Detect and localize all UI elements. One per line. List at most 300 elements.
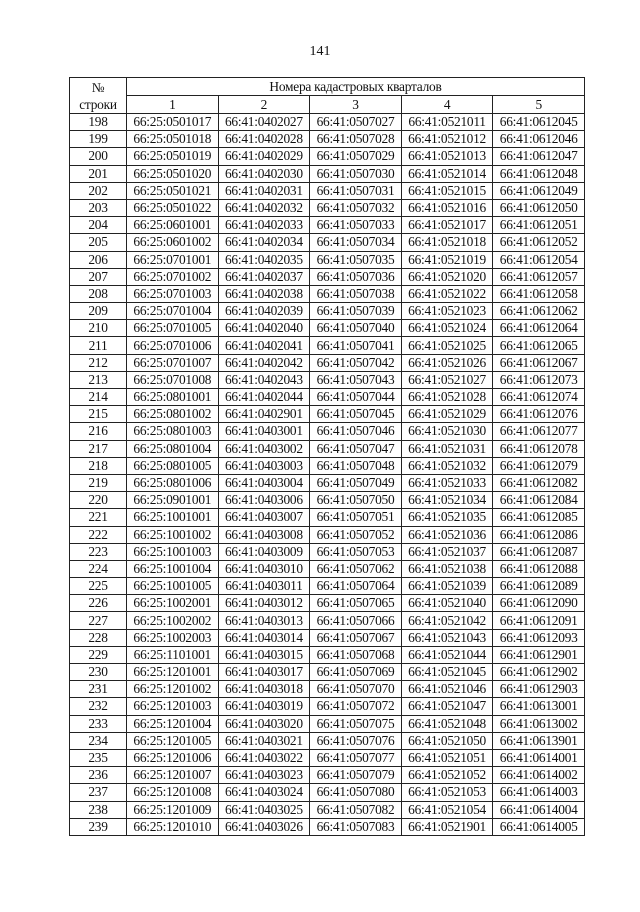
column-header: 1: [127, 96, 219, 114]
cadastral-number-cell: 66:41:0507032: [310, 199, 402, 216]
table-row: [70, 337, 585, 354]
table-row: [70, 371, 585, 388]
table-row: [70, 217, 585, 234]
row-number-cell: 210: [70, 320, 127, 337]
cadastral-number-cell: 66:25:0801005: [127, 457, 219, 474]
cadastral-number-cell: 66:25:0801006: [127, 474, 219, 491]
cadastral-number-cell: 66:41:0612052: [493, 234, 585, 251]
cadastral-number-cell: 66:41:0403018: [218, 681, 310, 698]
cadastral-number-cell: 66:41:0402034: [218, 234, 310, 251]
cadastral-number-cell: 66:41:0521032: [401, 457, 493, 474]
cadastral-number-cell: 66:41:0403024: [218, 784, 310, 801]
row-number-cell: 239: [70, 818, 127, 835]
cadastral-number-cell: 66:41:0521035: [401, 509, 493, 526]
cadastral-number-cell: 66:41:0402032: [218, 199, 310, 216]
column-header: 5: [493, 96, 585, 114]
cadastral-number-cell: 66:41:0521051: [401, 749, 493, 766]
cadastral-number-cell: 66:41:0403009: [218, 543, 310, 560]
cadastral-number-cell: 66:41:0521033: [401, 474, 493, 491]
table-row: [70, 234, 585, 251]
cadastral-number-cell: 66:41:0612064: [493, 320, 585, 337]
table-row: [70, 612, 585, 629]
row-number-cell: 238: [70, 801, 127, 818]
table-row: [70, 664, 585, 681]
cadastral-number-cell: 66:41:0507083: [310, 818, 402, 835]
cadastral-number-cell: 66:25:1002001: [127, 595, 219, 612]
cadastral-number-cell: 66:25:1001003: [127, 543, 219, 560]
cadastral-number-cell: 66:41:0403019: [218, 698, 310, 715]
row-number-cell: 227: [70, 612, 127, 629]
table-row: [70, 578, 585, 595]
cadastral-number-cell: 66:41:0521027: [401, 371, 493, 388]
row-number-cell: 228: [70, 629, 127, 646]
table-row: [70, 474, 585, 491]
cadastral-number-cell: 66:41:0521028: [401, 389, 493, 406]
table-row: [70, 389, 585, 406]
cadastral-number-cell: 66:41:0521054: [401, 801, 493, 818]
cadastral-number-cell: 66:25:0701001: [127, 251, 219, 268]
row-number-cell: 213: [70, 371, 127, 388]
cadastral-number-cell: 66:41:0507034: [310, 234, 402, 251]
row-number-cell: 225: [70, 578, 127, 595]
cadastral-number-cell: 66:41:0612049: [493, 182, 585, 199]
cadastral-number-cell: 66:41:0507082: [310, 801, 402, 818]
cadastral-number-cell: 66:41:0403004: [218, 474, 310, 491]
table-row: [70, 406, 585, 423]
cadastral-number-cell: 66:41:0507036: [310, 268, 402, 285]
row-number-cell: 235: [70, 749, 127, 766]
cadastral-number-cell: 66:25:1201006: [127, 749, 219, 766]
cadastral-number-cell: 66:41:0614004: [493, 801, 585, 818]
cadastral-number-cell: 66:41:0402044: [218, 389, 310, 406]
cadastral-number-cell: 66:25:0701005: [127, 320, 219, 337]
table-row: [70, 801, 585, 818]
cadastral-number-cell: 66:41:0507064: [310, 578, 402, 595]
table-row: [70, 251, 585, 268]
cadastral-number-cell: 66:41:0507048: [310, 457, 402, 474]
cadastral-number-cell: 66:41:0521017: [401, 217, 493, 234]
cadastral-number-cell: 66:41:0403002: [218, 440, 310, 457]
cadastral-number-cell: 66:41:0507075: [310, 715, 402, 732]
table-row: [70, 749, 585, 766]
cadastral-number-cell: 66:41:0521013: [401, 148, 493, 165]
row-number-cell: 231: [70, 681, 127, 698]
cadastral-number-cell: 66:41:0403026: [218, 818, 310, 835]
cadastral-number-cell: 66:25:1201003: [127, 698, 219, 715]
cadastral-number-cell: 66:41:0507046: [310, 423, 402, 440]
cadastral-number-cell: 66:41:0613901: [493, 732, 585, 749]
row-number-cell: 219: [70, 474, 127, 491]
cadastral-number-cell: 66:41:0521039: [401, 578, 493, 595]
cadastral-number-cell: 66:41:0507028: [310, 131, 402, 148]
cadastral-number-cell: 66:25:1201002: [127, 681, 219, 698]
cadastral-number-cell: 66:25:0801004: [127, 440, 219, 457]
row-number-cell: 212: [70, 354, 127, 371]
cadastral-number-cell: 66:25:0501022: [127, 199, 219, 216]
cadastral-number-cell: 66:41:0612045: [493, 114, 585, 131]
cadastral-number-cell: 66:41:0402041: [218, 337, 310, 354]
cadastral-number-cell: 66:41:0507029: [310, 148, 402, 165]
cadastral-number-cell: 66:41:0507043: [310, 371, 402, 388]
cadastral-number-cell: 66:41:0507051: [310, 509, 402, 526]
table-row: [70, 114, 585, 131]
cadastral-number-cell: 66:41:0612902: [493, 664, 585, 681]
row-number-cell: 218: [70, 457, 127, 474]
cadastral-number-cell: 66:41:0521018: [401, 234, 493, 251]
cadastral-number-cell: 66:41:0402030: [218, 165, 310, 182]
cadastral-number-cell: 66:41:0402027: [218, 114, 310, 131]
cadastral-number-cell: 66:41:0521048: [401, 715, 493, 732]
cadastral-number-cell: 66:41:0403008: [218, 526, 310, 543]
table-row: [70, 285, 585, 302]
table-header: [70, 78, 585, 114]
page-number: 141: [309, 44, 331, 59]
row-number-cell: 224: [70, 560, 127, 577]
cadastral-number-cell: 66:41:0521020: [401, 268, 493, 285]
number-sign: №: [91, 79, 105, 95]
cadastral-number-cell: 66:41:0507080: [310, 784, 402, 801]
table-row: [70, 560, 585, 577]
cadastral-number-cell: 66:41:0403023: [218, 767, 310, 784]
table-row: [70, 595, 585, 612]
cadastral-number-cell: 66:41:0612065: [493, 337, 585, 354]
cadastral-number-cell: 66:25:0501021: [127, 182, 219, 199]
cadastral-number-cell: 66:25:0701007: [127, 354, 219, 371]
cadastral-number-cell: 66:41:0521022: [401, 285, 493, 302]
cadastral-number-cell: 66:41:0507047: [310, 440, 402, 457]
cadastral-number-cell: 66:25:1101001: [127, 646, 219, 663]
cadastral-number-cell: 66:41:0507031: [310, 182, 402, 199]
cadastral-number-cell: 66:41:0612082: [493, 474, 585, 491]
cadastral-number-cell: 66:41:0521037: [401, 543, 493, 560]
row-number-cell: 220: [70, 492, 127, 509]
row-number-header: [70, 78, 127, 114]
table-row: [70, 509, 585, 526]
table-row: [70, 131, 585, 148]
cadastral-number-cell: 66:41:0521045: [401, 664, 493, 681]
cadastral-number-cell: 66:25:1201010: [127, 818, 219, 835]
group-title: Номера кадастровых кварталов: [127, 78, 585, 96]
row-number-cell: 204: [70, 217, 127, 234]
row-number-cell: 206: [70, 251, 127, 268]
table-row: [70, 784, 585, 801]
cadastral-number-cell: 66:41:0507050: [310, 492, 402, 509]
cadastral-number-cell: 66:41:0507062: [310, 560, 402, 577]
cadastral-number-cell: 66:41:0521043: [401, 629, 493, 646]
table-row: [70, 457, 585, 474]
cadastral-number-cell: 66:41:0402901: [218, 406, 310, 423]
cadastral-number-cell: 66:41:0521030: [401, 423, 493, 440]
cadastral-number-cell: 66:41:0521040: [401, 595, 493, 612]
table-row: [70, 715, 585, 732]
cadastral-number-cell: 66:41:0521052: [401, 767, 493, 784]
cadastral-number-cell: 66:25:1201001: [127, 664, 219, 681]
cadastral-number-cell: 66:25:0601002: [127, 234, 219, 251]
cadastral-number-cell: 66:41:0507070: [310, 681, 402, 698]
cadastral-number-cell: 66:41:0403006: [218, 492, 310, 509]
cadastral-number-cell: 66:41:0507066: [310, 612, 402, 629]
cadastral-number-cell: 66:25:1001005: [127, 578, 219, 595]
row-number-cell: 207: [70, 268, 127, 285]
cadastral-number-cell: 66:41:0613001: [493, 698, 585, 715]
cadastral-number-cell: 66:41:0403021: [218, 732, 310, 749]
row-number-cell: 203: [70, 199, 127, 216]
cadastral-number-cell: 66:41:0521012: [401, 131, 493, 148]
row-label: строки: [79, 96, 117, 112]
row-number-cell: 226: [70, 595, 127, 612]
row-number-cell: 199: [70, 131, 127, 148]
cadastral-number-cell: 66:25:1201004: [127, 715, 219, 732]
cadastral-number-cell: 66:41:0402039: [218, 303, 310, 320]
table-row: [70, 199, 585, 216]
cadastral-number-cell: 66:25:0501017: [127, 114, 219, 131]
cadastral-number-cell: 66:25:1201008: [127, 784, 219, 801]
cadastral-number-cell: 66:25:1201007: [127, 767, 219, 784]
cadastral-number-cell: 66:41:0612062: [493, 303, 585, 320]
cadastral-number-cell: 66:41:0612077: [493, 423, 585, 440]
cadastral-number-cell: 66:41:0612067: [493, 354, 585, 371]
cadastral-number-cell: 66:41:0521038: [401, 560, 493, 577]
table-row: [70, 732, 585, 749]
column-header: 3: [310, 96, 402, 114]
table-row: [70, 354, 585, 371]
row-number-cell: 217: [70, 440, 127, 457]
row-number-cell: 233: [70, 715, 127, 732]
cadastral-number-cell: 66:41:0612901: [493, 646, 585, 663]
cadastral-number-cell: 66:41:0403012: [218, 595, 310, 612]
row-number-cell: 221: [70, 509, 127, 526]
row-number-cell: 234: [70, 732, 127, 749]
cadastral-number-cell: 66:41:0612093: [493, 629, 585, 646]
cadastral-number-cell: 66:41:0612048: [493, 165, 585, 182]
cadastral-number-cell: 66:25:0501018: [127, 131, 219, 148]
row-number-cell: 208: [70, 285, 127, 302]
table-row: [70, 320, 585, 337]
cadastral-number-cell: 66:41:0613002: [493, 715, 585, 732]
cadastral-number-cell: 66:41:0507044: [310, 389, 402, 406]
cadastral-number-cell: 66:41:0521046: [401, 681, 493, 698]
cadastral-number-cell: 66:41:0507065: [310, 595, 402, 612]
cadastral-number-cell: 66:41:0521901: [401, 818, 493, 835]
cadastral-number-cell: 66:25:0701004: [127, 303, 219, 320]
cadastral-number-cell: 66:41:0403025: [218, 801, 310, 818]
cadastral-number-cell: 66:41:0403014: [218, 629, 310, 646]
cadastral-number-cell: 66:41:0612078: [493, 440, 585, 457]
cadastral-number-cell: 66:41:0521019: [401, 251, 493, 268]
row-number-cell: 237: [70, 784, 127, 801]
cadastral-number-cell: 66:41:0402028: [218, 131, 310, 148]
row-number-cell: 236: [70, 767, 127, 784]
cadastral-number-cell: 66:41:0521031: [401, 440, 493, 457]
cadastral-number-cell: 66:41:0612090: [493, 595, 585, 612]
cadastral-number-cell: 66:41:0507038: [310, 285, 402, 302]
cadastral-number-cell: 66:41:0521029: [401, 406, 493, 423]
row-number-cell: 229: [70, 646, 127, 663]
cadastral-number-cell: 66:41:0507035: [310, 251, 402, 268]
row-number-cell: 216: [70, 423, 127, 440]
cadastral-number-cell: 66:41:0521016: [401, 199, 493, 216]
cadastral-number-cell: 66:41:0612086: [493, 526, 585, 543]
table-body: [70, 114, 585, 836]
cadastral-number-cell: 66:25:0801002: [127, 406, 219, 423]
cadastral-number-cell: 66:41:0521034: [401, 492, 493, 509]
table-row: [70, 526, 585, 543]
table-row: [70, 182, 585, 199]
cadastral-number-cell: 66:25:1201005: [127, 732, 219, 749]
row-number-cell: 209: [70, 303, 127, 320]
cadastral-number-cell: 66:25:0901001: [127, 492, 219, 509]
cadastral-number-cell: 66:41:0507030: [310, 165, 402, 182]
cadastral-number-cell: 66:41:0507052: [310, 526, 402, 543]
cadastral-number-cell: 66:25:1001004: [127, 560, 219, 577]
cadastral-number-cell: 66:41:0612046: [493, 131, 585, 148]
cadastral-number-cell: 66:41:0521047: [401, 698, 493, 715]
cadastral-number-cell: 66:41:0402043: [218, 371, 310, 388]
cadastral-number-cell: 66:41:0612088: [493, 560, 585, 577]
column-header: 4: [401, 96, 493, 114]
cadastral-number-cell: 66:41:0507033: [310, 217, 402, 234]
cadastral-number-cell: 66:25:0601001: [127, 217, 219, 234]
cadastral-number-cell: 66:41:0612047: [493, 148, 585, 165]
row-number-cell: 205: [70, 234, 127, 251]
cadastral-number-cell: 66:41:0521023: [401, 303, 493, 320]
cadastral-number-cell: 66:25:0701006: [127, 337, 219, 354]
cadastral-number-cell: 66:25:1001002: [127, 526, 219, 543]
cadastral-number-cell: 66:41:0521024: [401, 320, 493, 337]
table-row: [70, 423, 585, 440]
cadastral-number-cell: 66:41:0403017: [218, 664, 310, 681]
cadastral-number-cell: 66:41:0507067: [310, 629, 402, 646]
row-number-cell: 211: [70, 337, 127, 354]
cadastral-number-cell: 66:41:0612084: [493, 492, 585, 509]
cadastral-number-cell: 66:41:0403001: [218, 423, 310, 440]
cadastral-number-cell: 66:25:0801001: [127, 389, 219, 406]
cadastral-number-cell: 66:41:0521026: [401, 354, 493, 371]
cadastral-number-cell: 66:25:0701003: [127, 285, 219, 302]
table-row: [70, 767, 585, 784]
cadastral-number-cell: 66:41:0403022: [218, 749, 310, 766]
cadastral-number-cell: 66:41:0402031: [218, 182, 310, 199]
cadastral-number-cell: 66:41:0612073: [493, 371, 585, 388]
cadastral-number-cell: 66:25:0501020: [127, 165, 219, 182]
cadastral-number-cell: 66:41:0507069: [310, 664, 402, 681]
cadastral-number-cell: 66:41:0507049: [310, 474, 402, 491]
cadastral-number-cell: 66:41:0521011: [401, 114, 493, 131]
cadastral-number-cell: 66:41:0521044: [401, 646, 493, 663]
cadastral-number-cell: 66:41:0612076: [493, 406, 585, 423]
cadastral-number-cell: 66:41:0402033: [218, 217, 310, 234]
table-row: [70, 165, 585, 182]
cadastral-number-cell: 66:41:0507068: [310, 646, 402, 663]
row-number-cell: 230: [70, 664, 127, 681]
cadastral-number-cell: 66:41:0612903: [493, 681, 585, 698]
row-number-cell: 215: [70, 406, 127, 423]
row-number-cell: 201: [70, 165, 127, 182]
row-number-cell: 202: [70, 182, 127, 199]
cadastral-number-cell: 66:41:0402037: [218, 268, 310, 285]
cadastral-number-cell: 66:25:0701002: [127, 268, 219, 285]
row-number-cell: 222: [70, 526, 127, 543]
cadastral-number-cell: 66:41:0612058: [493, 285, 585, 302]
cadastral-number-cell: 66:41:0403011: [218, 578, 310, 595]
cadastral-number-cell: 66:41:0402035: [218, 251, 310, 268]
cadastral-number-cell: 66:25:1002003: [127, 629, 219, 646]
cadastral-number-cell: 66:41:0612054: [493, 251, 585, 268]
cadastral-number-cell: 66:41:0403020: [218, 715, 310, 732]
table-row: [70, 698, 585, 715]
cadastral-number-cell: 66:41:0507077: [310, 749, 402, 766]
cadastral-number-cell: 66:41:0521014: [401, 165, 493, 182]
cadastral-number-cell: 66:41:0507039: [310, 303, 402, 320]
cadastral-number-cell: 66:41:0403013: [218, 612, 310, 629]
cadastral-number-cell: 66:41:0612079: [493, 457, 585, 474]
table-row: [70, 629, 585, 646]
cadastral-number-cell: 66:41:0614003: [493, 784, 585, 801]
cadastral-number-cell: 66:41:0507072: [310, 698, 402, 715]
table-row: [70, 492, 585, 509]
cadastral-number-cell: 66:25:1002002: [127, 612, 219, 629]
cadastral-number-cell: 66:41:0521025: [401, 337, 493, 354]
cadastral-number-cell: 66:41:0507045: [310, 406, 402, 423]
cadastral-number-cell: 66:25:1001001: [127, 509, 219, 526]
row-number-cell: 232: [70, 698, 127, 715]
cadastral-number-cell: 66:41:0521015: [401, 182, 493, 199]
cadastral-number-cell: 66:41:0507027: [310, 114, 402, 131]
row-number-cell: 200: [70, 148, 127, 165]
cadastral-number-cell: 66:41:0507041: [310, 337, 402, 354]
cadastral-number-cell: 66:41:0612050: [493, 199, 585, 216]
cadastral-quarters-table: [69, 77, 585, 836]
cadastral-number-cell: 66:41:0612085: [493, 509, 585, 526]
cadastral-number-cell: 66:41:0612091: [493, 612, 585, 629]
cadastral-number-cell: 66:41:0402042: [218, 354, 310, 371]
cadastral-number-cell: 66:41:0507053: [310, 543, 402, 560]
cadastral-number-cell: 66:41:0403003: [218, 457, 310, 474]
cadastral-number-cell: 66:41:0507076: [310, 732, 402, 749]
table-row: [70, 303, 585, 320]
cadastral-number-cell: 66:41:0403015: [218, 646, 310, 663]
cadastral-number-cell: 66:41:0402029: [218, 148, 310, 165]
cadastral-number-cell: 66:41:0507040: [310, 320, 402, 337]
cadastral-number-cell: 66:41:0507042: [310, 354, 402, 371]
row-number-cell: 214: [70, 389, 127, 406]
cadastral-number-cell: 66:41:0403010: [218, 560, 310, 577]
cadastral-number-cell: 66:41:0614005: [493, 818, 585, 835]
column-header: 2: [218, 96, 310, 114]
cadastral-number-cell: 66:25:0801003: [127, 423, 219, 440]
cadastral-number-cell: 66:41:0402038: [218, 285, 310, 302]
table-row: [70, 148, 585, 165]
table-row: [70, 646, 585, 663]
table-row: [70, 681, 585, 698]
cadastral-number-cell: 66:41:0612074: [493, 389, 585, 406]
cadastral-number-cell: 66:41:0521036: [401, 526, 493, 543]
cadastral-number-cell: 66:41:0612057: [493, 268, 585, 285]
cadastral-number-cell: 66:41:0612089: [493, 578, 585, 595]
table-row: [70, 268, 585, 285]
row-number-cell: 223: [70, 543, 127, 560]
row-number-cell: 198: [70, 114, 127, 131]
table-row: [70, 818, 585, 835]
cadastral-number-cell: 66:41:0612087: [493, 543, 585, 560]
cadastral-number-cell: 66:25:0701008: [127, 371, 219, 388]
cadastral-number-cell: 66:41:0614002: [493, 767, 585, 784]
cadastral-number-cell: 66:41:0402040: [218, 320, 310, 337]
cadastral-number-cell: 66:41:0614001: [493, 749, 585, 766]
cadastral-number-cell: 66:41:0612051: [493, 217, 585, 234]
cadastral-number-cell: 66:25:1201009: [127, 801, 219, 818]
cadastral-number-cell: 66:41:0507079: [310, 767, 402, 784]
